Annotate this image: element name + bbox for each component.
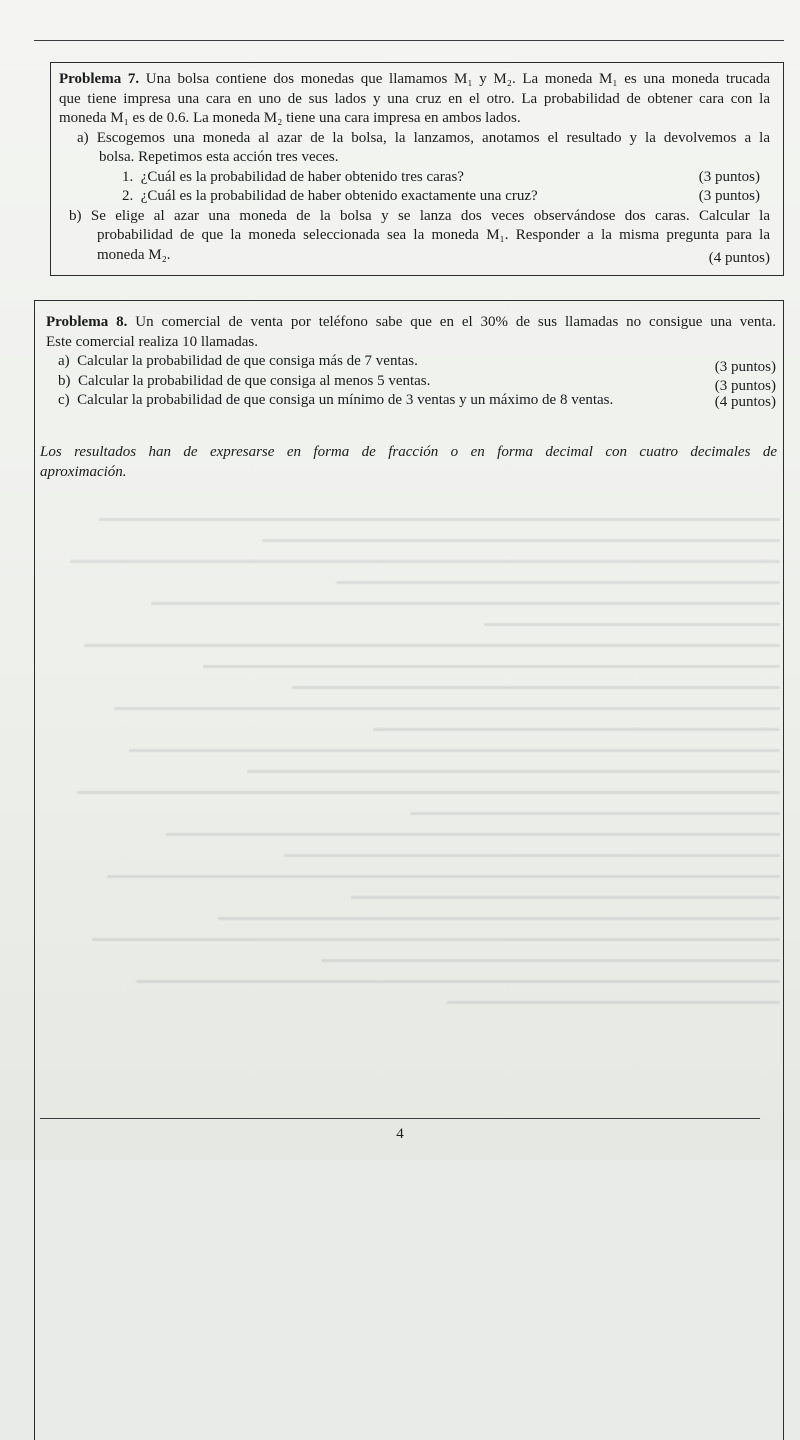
top-rule — [34, 40, 784, 41]
problem-7 — [59, 70, 770, 265]
problem-7-part-a-2: bolsa. Repetimos esta acción tres veces. — [99, 149, 339, 165]
problem-8-part-a: a) Calcular la probabilidad de que consiga más de 7 ventas. (3 puntos) — [58, 352, 776, 372]
problem-7-part-b-points: (4 puntos) — [708, 249, 770, 266]
problem-7-part-b-2: probabilidad de que la moneda seleccionada sea la moneda M₁. Responder a la misma pregunta para la — [97, 227, 770, 243]
problem-7-intro-3: moneda M₁ es de 0.6. La moneda M₂ tiene una cara impresa en ambos lados. — [59, 110, 521, 126]
problem-8-part-b: b) Calcular la probabilidad de que consiga al menos 5 ventas. (3 puntos) — [58, 372, 776, 392]
problem-7-item-1-points: (3 puntos) — [698, 168, 760, 185]
problem-7-intro-2: que tiene impresa una cara en uno de sus lados y una cruz en el otro. La probabilidad de obtener cara con la — [59, 90, 770, 107]
problem-8 — [46, 313, 776, 411]
problem-7-part-b-3: moneda M₂. (4 puntos) — [97, 246, 770, 266]
problem-8-part-c-points: (4 puntos) — [714, 394, 776, 410]
page-number: 4 — [396, 1126, 404, 1142]
problem-8-intro-2: Este comercial realiza 10 llamadas. — [46, 333, 258, 350]
problem-7-item-2-points: (3 puntos) — [698, 188, 760, 204]
problem-8-part-c: c) Calcular la probabilidad de que consiga un mínimo de 3 ventas y un máximo de 8 ventas. (4 puntos) — [58, 391, 776, 411]
problem-7-part-b-1: b) Se elige al azar una moneda de la bolsa y se lanza dos veces observándose dos caras. Calcular la — [69, 207, 770, 224]
problem-8-intro-1: Un comercial de venta por teléfono sabe que en el 30% de sus llamadas no consigue una venta. — [135, 314, 777, 330]
problem-7-item-1: 1. ¿Cuál es la probabilidad de haber obtenido tres caras? (3 puntos) — [122, 168, 770, 188]
answer-format-note: Los resultados han de expresarse en forma de fracción o en forma decimal con cuatro decimales de aproximación. — [40, 444, 777, 480]
problem-7-item-2: 2. ¿Cuál es la probabilidad de haber obtenido exactamente una cruz? (3 puntos) — [122, 187, 770, 207]
problem-8-part-a-points: (3 puntos) — [714, 359, 776, 375]
problem-8-part-b-points: (3 puntos) — [714, 377, 776, 394]
problem-7-part-a-1: a) Escogemos una moneda al azar de la bolsa, la lanzamos, anotamos el resultado y la devolvemos a la — [77, 129, 770, 146]
problem-7-title: Problema 7. — [59, 71, 140, 87]
problem-7-intro-1: Una bolsa contiene dos monedas que llamamos M₁ y M₂. La moneda M₁ es una moneda trucada — [145, 71, 771, 87]
problem-8-title: Problema 8. — [46, 314, 128, 330]
bottom-rule — [40, 1118, 760, 1119]
